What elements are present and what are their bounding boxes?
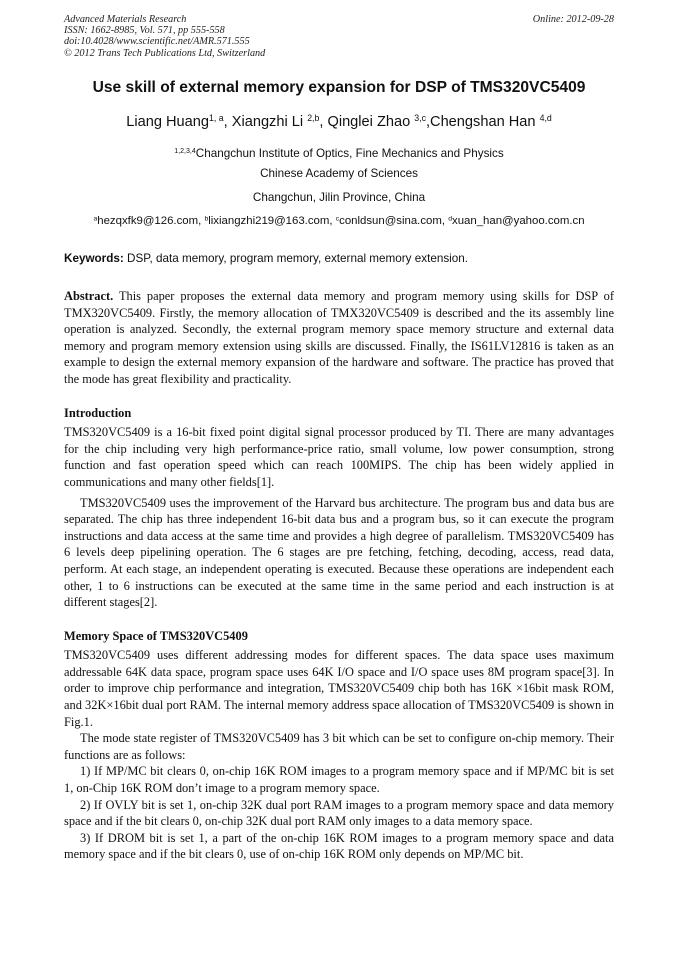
journal-name: Advanced Materials Research xyxy=(64,14,187,25)
paper-title: Use skill of external memory expansion for DSP of TMS320VC5409 xyxy=(92,79,586,96)
affiliation-location: Changchun, Jilin Province, China xyxy=(252,191,426,204)
author-sup: 4,d xyxy=(539,113,552,124)
affiliation-sup: 1,2,3,4 xyxy=(174,148,196,156)
affiliation-academy: Chinese Academy of Sciences xyxy=(260,167,418,180)
paper-body xyxy=(64,288,614,863)
author-list: Liang Huang$^{1, a}$, Xiangzhi Li $^{2,b}$, Qinglei Zhao $^{3,c}$,Chengshan Han $^{4,d}$ xyxy=(126,113,552,130)
journal-header xyxy=(64,14,614,59)
abstract-text: This paper proposes the external data memory and program memory using skills for DSP of TMX320VC5409. Firstly, the memory allocation of TMX320VC5409 is described and the its assembly line operation is analyzed. Secondly, the external program memory space memory structure and external data memory and program memory extension using skills are discussed. Finally, the IS61LV12816 is taken as an example to design the external memory expansion of the hardware and software. The practice has proved that the mode has great flexibility and practicality. xyxy=(64,289,614,386)
affiliation-institute: $^{1,2,3,4}$Changchun Institute of Optics, Fine Mechanics and Physics xyxy=(174,147,504,160)
keywords-text: DSP, data memory, program memory, external memory extension. xyxy=(123,252,469,265)
author-sup: 3,c xyxy=(414,113,426,124)
email-link[interactable]: xuan_han@yahoo.com.cn xyxy=(452,215,585,227)
author-name: Xiangzhi Li xyxy=(231,114,308,130)
keywords-label: Keywords: xyxy=(64,252,124,265)
list-item: 2) If OVLY bit is set 1, on-chip 32K dual port RAM images to a program memory space and data memory space and if the bit clears 0, on-chip 32K dual port RAM only images to a data memory space. xyxy=(64,797,614,829)
keywords xyxy=(64,252,614,265)
list-item: 3) If DROM bit is set 1, a part of the on-chip 16K ROM images to a program memory space and data memory space and if the bit clears 0, use of on-chip 16K ROM only depends on MP/MC bit. xyxy=(64,830,614,862)
author-emails: $^a$hezqxfk9@126.com, $^b$lixiangzhi219@163.com, $^c$conldsun@sina.com, $^d$xuan_han@yahoo.com.cn xyxy=(93,215,585,227)
abstract xyxy=(64,288,614,388)
online-date: Online: 2012-09-28 xyxy=(532,14,614,25)
author-sup: 2,b xyxy=(307,113,320,124)
paragraph: TMS320VC5409 is a 16-bit fixed point digital signal processor produced by TI. There are many advantages for the chip including very high performance-price ratio, small volume, low power consumption, strong function and fast operation speed which can reach 100MIPS. The chip has been widely applied in communications and many other fields[1]. xyxy=(64,425,614,489)
abstract-label: Abstract. xyxy=(64,289,114,303)
paragraph: The mode state register of TMS320VC5409 has 3 bit which can be set to configure on-chip memory. Their functions are as follows: xyxy=(64,731,614,762)
memory-space-heading: Memory Space of TMS320VC5409 xyxy=(64,628,248,643)
author-sup: 1, a xyxy=(209,113,224,124)
introduction-heading: Introduction xyxy=(64,405,132,420)
email-link[interactable]: lixiangzhi219@163.com, xyxy=(208,215,336,227)
copyright-line: © 2012 Trans Tech Publications Ltd, Switzerland xyxy=(64,47,266,59)
author-name: Chengshan Han xyxy=(430,114,540,130)
paragraph: TMS320VC5409 uses different addressing modes for different spaces. The data space uses maximum addressable 64K data space, program space uses 64K I/O space and I/O space uses 8M program space[3]. In order to improve chip performance and integration, TMS320VC5409 chip both has 16K ×16bit mask ROM, and 32K×16bit dual port RAM. The internal memory address space allocation of TMS320VC5409 is shown in Fig.1. xyxy=(64,648,614,729)
author-name: Liang Huang xyxy=(126,114,210,130)
paragraph: TMS320VC5409 uses the improvement of the Harvard bus architecture. The program bus and data bus are separated. The chip has three independent 16-bit data bus and a program bus, so it can execute the program instructions and data access at the same time and provides a high degree of parallelism. TMS320VC5409 has 6 levels deep pipelining operation. The 6 stages are pre fetching, fetching, decoding, access, read data, perform. At each stage, an independent operating is executed. Because these operations are independent each other, 1 to 6 instructions can be executed at the same time in the same period and each instruction is at different stages[2]. xyxy=(64,495,614,610)
list-item: 1) If MP/MC bit clears 0, on-chip 16K ROM images to a program memory space and if MP/MC bit is set 1, on-Chip 16K ROM don’t image to a program memory space. xyxy=(64,764,614,796)
author-name: Qinglei Zhao xyxy=(327,114,415,130)
email-link[interactable]: conldsun@sina.com, xyxy=(339,215,449,227)
doi-line: doi:10.4028/www.scientific.net/AMR.571.555 xyxy=(64,36,250,48)
issn-line: ISSN: 1662-8985, Vol. 571, pp 555-558 xyxy=(64,25,225,37)
email-link[interactable]: hezqxfk9@126.com, xyxy=(97,215,205,227)
